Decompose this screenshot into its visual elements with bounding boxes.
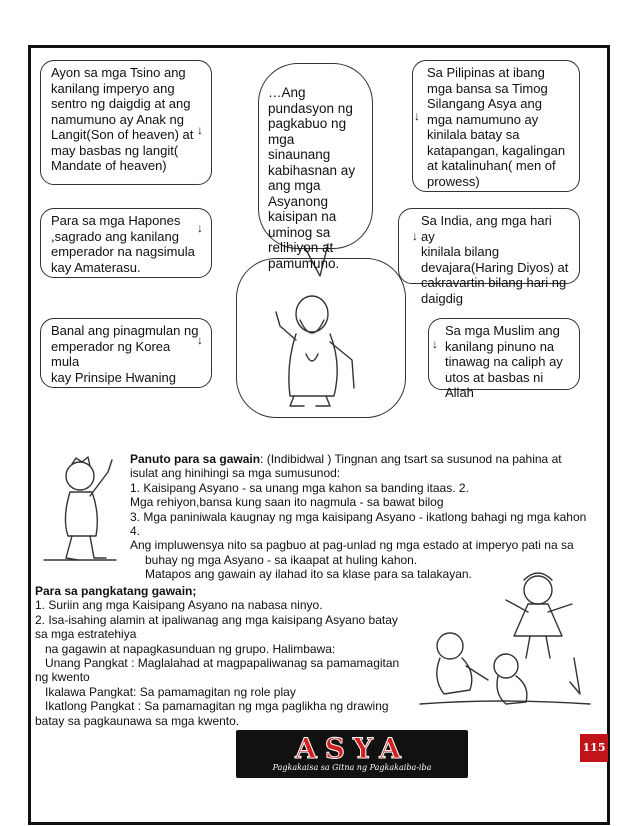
child-illustration xyxy=(30,448,125,568)
group-task-heading: Para sa pangkatang gawain; xyxy=(35,584,197,598)
logo-subtitle: Pagkakaisa sa Gitna ng Pagkakaiba-iba xyxy=(272,763,432,772)
arrow-icon: ↓ xyxy=(414,109,420,123)
arrow-icon: ↓ xyxy=(412,229,418,243)
instructions-item: Matapos ang gawain ay ilahad ito sa klase para sa talakayan. xyxy=(145,567,472,582)
box-india: Sa India, ang mga hari ay kinilala bilang devajara(Haring Diyos) at cakravartin bilang hari ng daigdig xyxy=(398,208,580,284)
box-hapones: Para sa mga Hapones ,sagrado ang kanilang emperador na nagsimula kay Amaterasu. xyxy=(40,208,212,278)
instructions-item: buhay ng mga Asyano - sa ikaapat at huling kahon. xyxy=(145,552,418,567)
bubble-text: …Ang pundasyon ng pagkabuo ng mga sinaunang kabihasnan ay ang mga Asyanong kaisipan na uminog sa relihiyon at pamumuno. xyxy=(268,85,356,271)
instructions-item: 3. Mga paniniwala kaugnay ng mga kaisipang Asyano - ikatlong bahagi ng mga kahon 4. xyxy=(130,509,587,539)
children-playing-illustration xyxy=(410,562,600,712)
group-task xyxy=(35,584,410,728)
page-number: 115 xyxy=(580,734,608,762)
box-tsino: Ayon sa mga Tsino ang kanilang imperyo ang sentro ng daigdig at ang namumuno ay Anak ng Langit(Son of heaven) at may basbas ng langit( Mandate of heaven) xyxy=(40,60,212,185)
group-task-line: Unang Pangkat : Maglalahad at magpapaliwanag sa pamamagitan xyxy=(45,656,400,671)
box-korea: Banal ang pinagmulan ng emperador ng Korea mula kay Prinsipe Hwaning xyxy=(40,318,212,388)
instructions-item: 1. Kaisipang Asyano - sa unang mga kahon sa banding itaas. 2. xyxy=(130,480,469,495)
arrow-icon: ↓ xyxy=(432,337,438,351)
group-task-line: batay sa pagkaunawa sa mga kwento. xyxy=(35,713,240,728)
group-task-line: na gagawin at napagkasunduan ng grupo. Halimbawa: xyxy=(45,641,336,656)
instructions-intro: : (Indibidwal ) Tingnan ang tsart sa susunod na pahina at isulat ang hinihingi sa mga sumusunod: xyxy=(130,452,562,481)
box-pilipinas: Sa Pilipinas at ibang mga bansa sa Timog Silangang Asya ang mga namumuno ay kinilala batay sa katapangan, kagalingan at katalinuhan( men of prowess) xyxy=(412,60,580,192)
group-task-line: ng kwento xyxy=(35,670,90,685)
group-task-line: 1. Suriin ang mga Kaisipang Asyano na nabasa ninyo. xyxy=(35,598,323,613)
arrow-icon: ↓ xyxy=(197,123,203,137)
group-task-line: 2. Isa-isahing alamin at ipaliwanag ang mga kaisipang Asyano batay sa mga estratehiya xyxy=(35,612,398,642)
instructions-heading: Panuto para sa gawain xyxy=(130,452,261,466)
asya-logo xyxy=(236,730,468,778)
group-task-line: Ikatlong Pangkat : Sa pamamagitan ng mga paglikha ng drawing xyxy=(45,699,389,714)
arrow-icon: ↓ xyxy=(197,221,203,235)
arrow-icon: ↓ xyxy=(197,333,203,347)
box-muslim: Sa mga Muslim ang kanilang pinuno na tinawag na caliph ay utos at basbas ni Allah xyxy=(428,318,580,390)
sage-illustration xyxy=(256,284,376,414)
logo-title: ASYA xyxy=(295,732,409,765)
group-task-line: Ikalawa Pangkat: Sa pamamagitan ng role play xyxy=(45,684,296,699)
instructions-item: Mga rehiyon,bansa kung saan ito nagmula - sa bawat bilog xyxy=(130,495,444,510)
instructions-item: Ang impluwensya nito sa pagbuo at pag-unlad ng mga estado at imperyo pati na sa xyxy=(130,538,574,553)
